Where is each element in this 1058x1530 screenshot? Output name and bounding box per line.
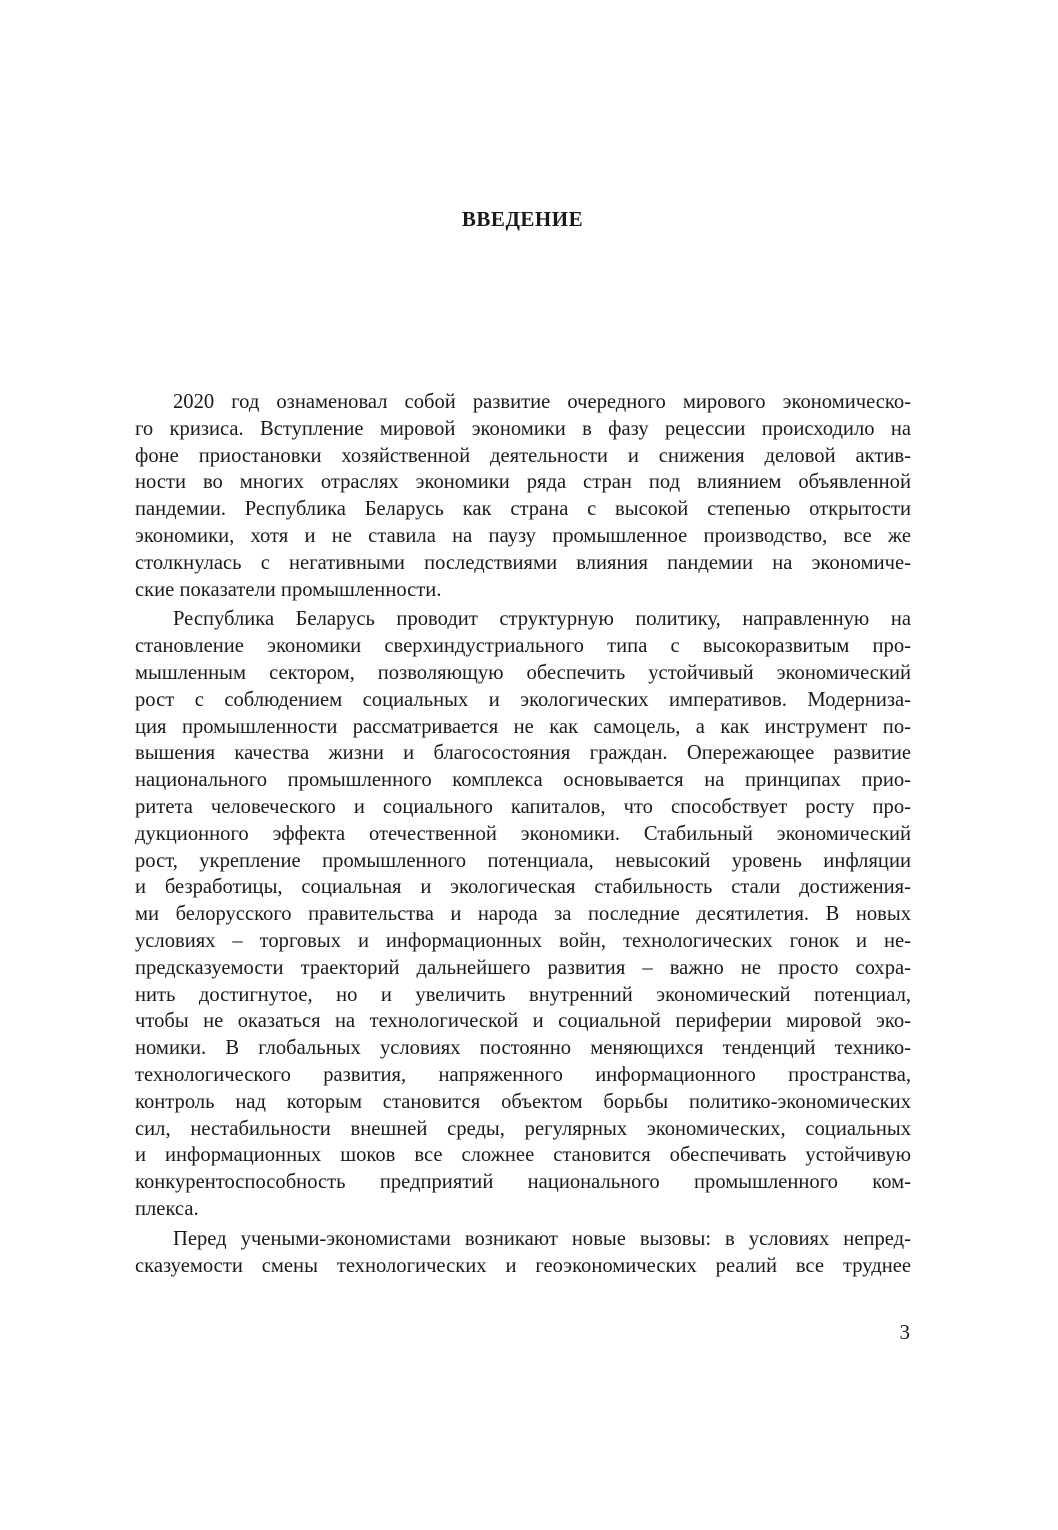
text-line: ция промышленности рассматривается не как самоцель, а как инструмент по- bbox=[135, 715, 911, 738]
text-line: рост с соблюдением социальных и экологических императивов. Модерниза- bbox=[135, 688, 911, 711]
text-line: и информационных шоков все сложнее становится обеспечивать устойчивую bbox=[135, 1144, 911, 1167]
page-number: 3 bbox=[899, 1320, 910, 1344]
text-line: сказуемости смены технологических и геоэкономических реалий все труднее bbox=[135, 1254, 911, 1277]
text-line: национального промышленного комплекса основывается на принципах прио- bbox=[135, 769, 911, 792]
body-text bbox=[135, 389, 911, 1282]
text-line: экономики, хотя и не ставила на паузу промышленное производство, все же bbox=[135, 524, 911, 547]
text-line: фоне приостановки хозяйственной деятельности и снижения деловой актив- bbox=[135, 444, 911, 467]
text-line: предсказуемости траекторий дальнейшего развития – важно не просто сохра- bbox=[135, 956, 911, 979]
text-line: Республика Беларусь проводит структурную политику, направленную на bbox=[173, 608, 911, 631]
text-line: 2020 год ознаменовал собой развитие очередного мирового экономическо- bbox=[173, 391, 911, 413]
text-line: условиях – торговых и информационных войн, технологических гонок и не- bbox=[135, 929, 911, 952]
text-line: пандемии. Республика Беларусь как страна с высокой степенью открытости bbox=[135, 498, 911, 521]
text-line: ские показатели промышленности. bbox=[135, 578, 442, 601]
text-line: ритета человеческого и социального капиталов, что способствует росту про- bbox=[135, 795, 911, 818]
text-line: го кризиса. Вступление мировой экономики в фазу рецессии происходило на bbox=[135, 417, 911, 440]
text-line: ми белорусского правительства и народа за последние десятилетия. В новых bbox=[135, 903, 911, 926]
text-line: чтобы не оказаться на технологической и социальной периферии мировой эко- bbox=[135, 1010, 911, 1033]
text-line: дукционного эффекта отечественной экономики. Стабильный экономический bbox=[135, 822, 911, 845]
text-line: ности во многих отраслях экономики ряда стран под влиянием объявленной bbox=[135, 471, 911, 494]
text-line: нить достигнутое, но и увеличить внутренний экономический потенциал, bbox=[135, 983, 911, 1006]
text-line: конкурентоспособность предприятий национального промышленного ком- bbox=[135, 1171, 911, 1194]
text-line: становление экономики сверхиндустриального типа с высокоразвитым про- bbox=[135, 635, 911, 658]
text-line: контроль над которым становится объектом борьбы политико-экономических bbox=[135, 1090, 911, 1113]
text-line: мышленным сектором, позволяющую обеспечить устойчивый экономический bbox=[135, 661, 911, 684]
paragraph-3 bbox=[135, 1226, 911, 1280]
paragraph-2 bbox=[135, 606, 911, 1222]
text-line: столкнулась с негативными последствиями влияния пандемии на экономиче- bbox=[135, 551, 911, 574]
text-line: номики. В глобальных условиях постоянно меняющихся тенденций технико- bbox=[135, 1037, 911, 1060]
text-line: технологического развития, напряженного информационного пространства, bbox=[135, 1063, 911, 1086]
text-line: рост, укрепление промышленного потенциала, невысокий уровень инфляции bbox=[135, 849, 911, 872]
text-line: сил, нестабильности внешней среды, регулярных экономических, социальных bbox=[135, 1117, 911, 1140]
text-line: Перед учеными-экономистами возникают новые вызовы: в условиях непред- bbox=[173, 1227, 911, 1250]
text-line: плекса. bbox=[135, 1197, 199, 1220]
text-line: и безработицы, социальная и экологическая стабильность стали достижения- bbox=[135, 876, 911, 899]
chapter-heading: ВВЕДЕНИЕ bbox=[461, 207, 584, 231]
paragraph-1 bbox=[135, 389, 911, 603]
text-line: вышения качества жизни и благосостояния граждан. Опережающее развитие bbox=[135, 742, 911, 765]
